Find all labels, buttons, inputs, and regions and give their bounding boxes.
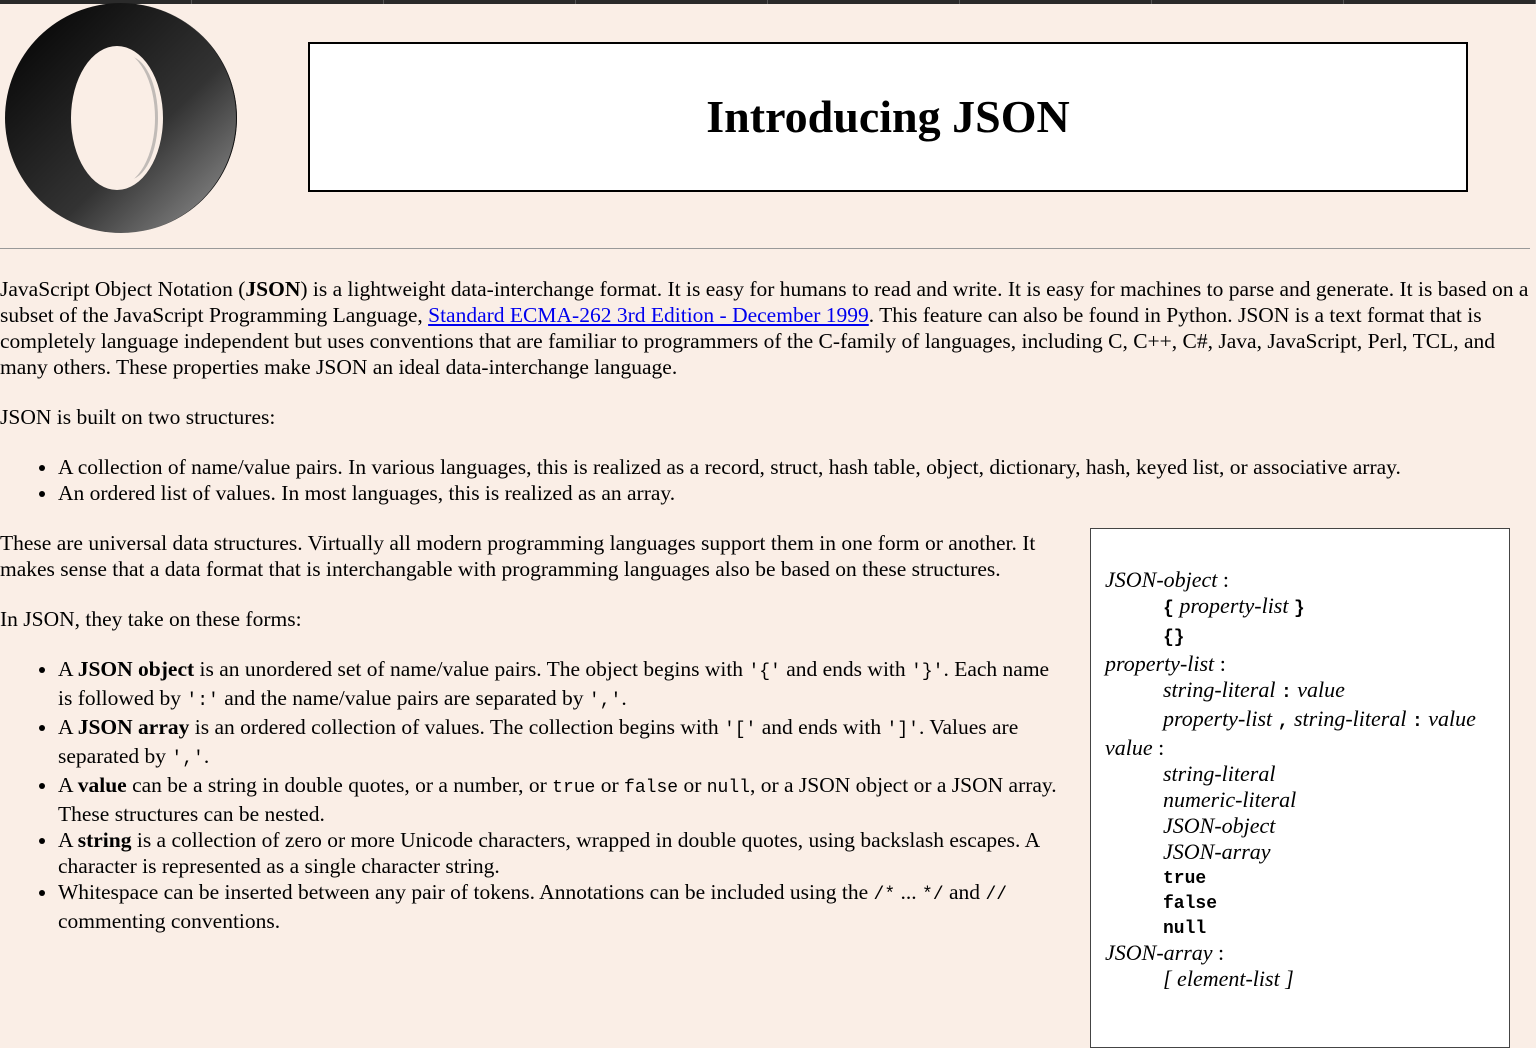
term: JSON object <box>77 657 195 681</box>
text: A <box>58 773 78 797</box>
text: or <box>595 773 625 797</box>
code: null <box>706 778 750 798</box>
code: true <box>552 778 596 798</box>
text: and ends with <box>756 715 887 739</box>
grammar-terminal: true <box>1163 869 1207 889</box>
grammar-terminal: {} <box>1163 628 1185 648</box>
forms-intro: In JSON, they take on these forms: <box>0 607 302 631</box>
grammar-nonterminal: JSON-array <box>1105 940 1213 965</box>
text: . <box>203 744 210 768</box>
main-content <box>0 276 1530 1048</box>
structures-list <box>0 454 1530 506</box>
grammar-nonterminal: string-literal <box>1163 761 1276 786</box>
text: can be a string in double quotes, or a number, or <box>126 773 553 797</box>
code: */ <box>922 885 944 905</box>
text: and ends with <box>780 657 912 681</box>
text: . <box>621 686 627 710</box>
grammar-nonterminal: property-list <box>1179 593 1289 618</box>
grammar-nonterminal: numeric-literal <box>1163 787 1297 812</box>
text: A <box>58 657 78 681</box>
code: ',' <box>171 749 204 769</box>
grammar-terminal: : <box>1411 712 1423 732</box>
term: JSON array <box>77 715 190 739</box>
grammar-terminal: : <box>1280 683 1292 703</box>
text: is a collection of zero or more Unicode characters, wrapped in double quotes, using backslash escapes. A character is represented as a single character string. <box>58 828 1039 878</box>
grammar-terminal: , <box>1277 712 1289 732</box>
title-box <box>308 42 1468 192</box>
grammar-terminal: { <box>1163 599 1174 619</box>
grammar-nonterminal: value <box>1428 706 1476 731</box>
text: is an ordered collection of values. The collection begins with <box>189 715 724 739</box>
term: string <box>77 828 132 852</box>
text: and the name/value pairs are separated by <box>218 686 589 710</box>
text: Whitespace can be inserted between any pair of tokens. Annotations can be included using the <box>58 880 874 904</box>
text: A <box>58 715 78 739</box>
text: . Each name is followed by <box>58 657 1050 710</box>
grammar-box <box>1090 528 1510 1048</box>
grammar-nonterminal: property-list <box>1105 651 1215 676</box>
grammar-nonterminal: value <box>1297 677 1345 702</box>
text: commenting conventions. <box>58 909 281 933</box>
grammar-nonterminal: string-literal <box>1294 706 1407 731</box>
code: '{' <box>748 662 781 682</box>
text: ... <box>895 880 923 904</box>
text: , or a JSON object or a JSON array. These structures can be nested. <box>58 773 1057 826</box>
code: ']' <box>886 720 919 740</box>
text: . Values are separated by <box>58 715 1019 768</box>
grammar-colon: : <box>1218 940 1225 965</box>
text: is an unordered set of name/value pairs. The object begins with <box>194 657 749 681</box>
text: and <box>943 880 986 904</box>
grammar-colon: : <box>1219 651 1226 676</box>
list-item: • An ordered list of values. In most languages, this is realized as an array. <box>58 480 1530 506</box>
code: // <box>985 885 1008 905</box>
grammar-colon: : <box>1158 735 1165 760</box>
structures-intro: JSON is built on two structures: <box>0 405 276 429</box>
grammar-terminal: null <box>1163 919 1207 939</box>
grammar-nonterminal: value <box>1105 735 1153 760</box>
text: JavaScript Object Notation ( <box>0 277 246 301</box>
list-item: • A collection of name/value pairs. In various languages, this is realized as a record, struct, hash table, object, dictionary, hash, keyed list, or associative array. <box>58 454 1530 480</box>
divider <box>0 248 1530 249</box>
code: ':' <box>186 691 219 711</box>
grammar-nonterminal: property-list <box>1163 706 1273 731</box>
grammar-terminal: } <box>1294 599 1305 619</box>
grammar-nonterminal: JSON-object <box>1163 813 1276 838</box>
grammar-nonterminal: [ element-list ] <box>1163 966 1294 991</box>
term: value <box>77 773 127 797</box>
code: '[' <box>723 720 757 740</box>
grammar-nonterminal: JSON-array <box>1163 839 1271 864</box>
json-logo <box>4 2 238 234</box>
grammar-terminal: false <box>1163 894 1218 914</box>
code: /* <box>873 885 896 905</box>
text: or <box>678 773 707 797</box>
page-title: Introducing JSON <box>706 91 1070 142</box>
grammar-colon: : <box>1222 567 1230 592</box>
grammar-nonterminal: JSON-object <box>1105 567 1218 592</box>
text: A <box>58 828 78 852</box>
code: '}' <box>911 662 944 682</box>
code: ',' <box>588 691 622 711</box>
universal-paragraph: These are universal data structures. Virtually all modern programming languages support them in one form or another. It makes sense that a data format that is interchangable with programming languages also be based on these structures. <box>0 531 1036 581</box>
intro-paragraph <box>0 276 1530 380</box>
ecma-262-link[interactable]: Standard ECMA-262 3rd Edition - December 1999 <box>428 303 869 327</box>
code: false <box>624 778 679 798</box>
json-bold: JSON <box>245 277 301 301</box>
text: ) is a lightweight data-interchange format. It is easy for humans to read and write. It is easy for machines to parse and generate. It is based on a subset of the JavaScript Programming Language, <box>0 277 1529 327</box>
text: . This feature can also be found in Python. JSON is a text format that is completely language independent but uses conventions that are familiar to programmers of the C-family of languages, including C, C++, C#, Java, JavaScript, Perl, TCL, and many others. These properties make JSON an ideal data-interchange language. <box>0 303 1496 379</box>
grammar-nonterminal: string-literal <box>1163 677 1276 702</box>
